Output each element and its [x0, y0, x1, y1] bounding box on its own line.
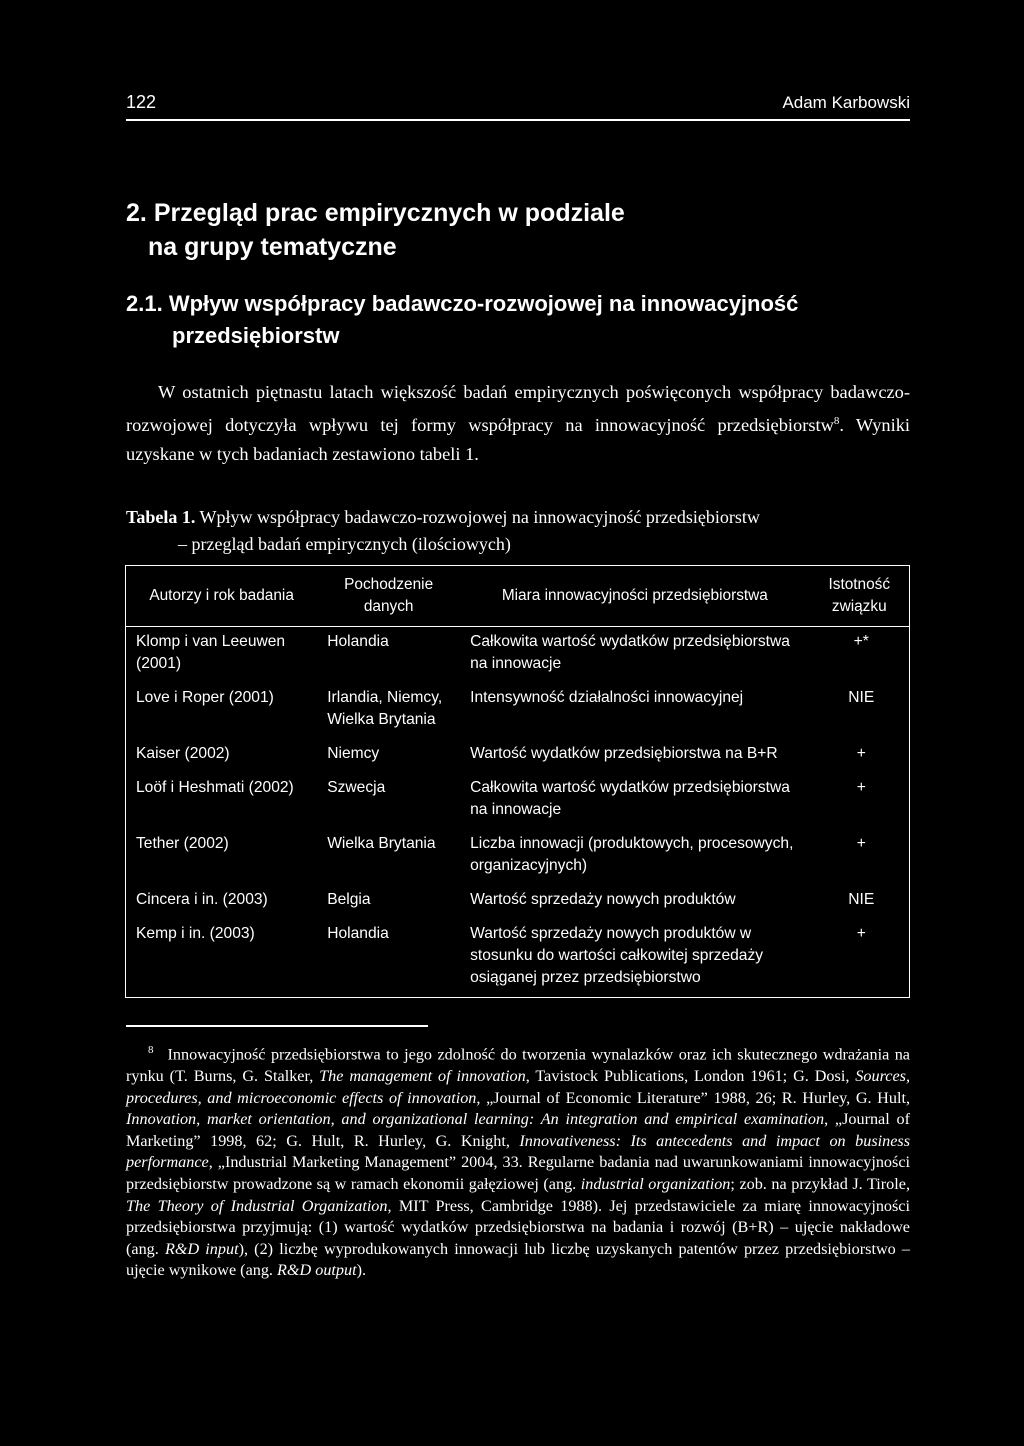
header-significance: Istotność związku [810, 566, 910, 627]
subsection-title-line1: Wpływ współpracy badawczo-rozwojowej na innowacyjność [168, 291, 799, 316]
subsection-number: 2.1. [126, 291, 163, 316]
cell-significance: NIE [848, 891, 875, 908]
cell-authors: Loöf i Heshmati (2002) [136, 779, 294, 796]
footnote-reference[interactable]: 8 [833, 415, 840, 427]
cell-significance: NIE [848, 689, 875, 706]
cell-measure: Całkowita wartość wydatków przedsiębiorstwa na innowacje [470, 779, 790, 818]
table-row [126, 627, 910, 684]
footnote-text: , „Journal of Economic Literature” 1988, 26; R. Hurley, G. Hult, [476, 1088, 911, 1107]
footnote-text: ; zob. na przykład J. Tirole, [730, 1174, 910, 1193]
header-innovation-measure: Miara innowacyjności przedsiębiorstwa [460, 566, 809, 627]
cell-measure: Wartość sprzedaży nowych produktów w stosunku do wartości całkowitej sprzedaży osiąganej przez przedsiębiorstwo [470, 925, 764, 986]
section-title-line2: na grupy tematyczne [148, 233, 397, 261]
footnote-title: The management of innovation [319, 1066, 526, 1085]
footnote-text: ), (2) liczbę wyprodukowanych innowacji lub liczbę uzyskanych patentów przez przedsiębiorstwo – ujęcie wynikowe (ang. [126, 1239, 910, 1280]
cell-authors: Love i Roper (2001) [136, 689, 274, 706]
table-row [126, 739, 910, 773]
footnote-text: Innowacyjność przedsiębiorstwa to jego zdolność do tworzenia wynalazków oraz ich skutecznego wdrażania na rynku (T. Burns, G. Stalker, [126, 1045, 910, 1085]
cell-authors: Klomp i van Leeuwen (2001) [136, 633, 286, 672]
cell-significance: + [856, 925, 866, 942]
table-row [126, 773, 910, 829]
cell-measure: Wartość sprzedaży nowych produktów [470, 891, 736, 908]
running-header [126, 92, 910, 121]
paragraph-text: W ostatnich piętnastu latach większość badań empirycznych poświęconych współpracy badawczo-rozwojowej dotyczyła wpływu tej formy współpracy na innowacyjność przedsiębiorstw [126, 382, 910, 436]
data-table [125, 565, 910, 998]
cell-measure: Liczba innowacji (produktowych, procesowych, organizacyjnych) [470, 835, 794, 874]
cell-authors: Tether (2002) [136, 835, 229, 852]
cell-measure: Całkowita wartość wydatków przedsiębiorstwa na innowacje [470, 633, 790, 672]
footnote-text: ). [356, 1261, 367, 1280]
table-row [126, 885, 910, 919]
cell-authors: Cincera i in. (2003) [136, 891, 268, 908]
subsection-heading [126, 288, 906, 352]
cell-significance: + [856, 779, 866, 796]
paragraph-text-end: . Wyniki uzyskane w tych badaniach zestawiono tabeli 1. [126, 415, 910, 465]
body-paragraph [126, 378, 910, 469]
footnote-term: R&D output [277, 1261, 357, 1280]
footnote-title: Innovativeness: Its antecedents and impact on business performance [126, 1131, 910, 1172]
page-number: 122 [126, 92, 157, 112]
table-row [126, 829, 910, 885]
section-heading [126, 196, 906, 264]
table-caption-line1: Wpływ współpracy badawczo-rozwojowej na innowacyjność przedsiębiorstw [199, 507, 760, 527]
footnote-text: , Tavistock Publications, London 1961; G. Dosi, [525, 1066, 856, 1085]
table-caption [126, 504, 910, 558]
author-name: Adam Karbowski [782, 93, 910, 112]
table-row [126, 919, 910, 998]
cell-origin: Belgia [327, 891, 371, 908]
section-title-line1: Przegląd prac empirycznych w podziale [153, 199, 625, 227]
section-number: 2. [126, 199, 147, 227]
cell-origin: Szwecja [327, 779, 386, 796]
footnote-divider [126, 1025, 428, 1027]
cell-measure: Wartość wydatków przedsiębiorstwa na B+R [470, 745, 778, 762]
footnote-text: , „Industrial Marketing Management” 2004, 33. Regularne badania nad uwarunkowaniami innowacyjności przedsiębiorstw prowadzone są w ramach ekonomii gałęziowej (ang. [126, 1153, 910, 1193]
cell-origin: Holandia [327, 925, 389, 942]
table-caption-line2: – przegląd badań empirycznych (ilościowych) [178, 534, 511, 554]
footnote-title: Sources, procedures, and microeconomic effects of innovation [126, 1066, 910, 1107]
header-data-origin: Pochodzenie danych [317, 566, 460, 627]
cell-origin: Wielka Brytania [327, 835, 436, 852]
cell-significance: + [856, 745, 866, 762]
subsection-title-line2: przedsiębiorstw [172, 323, 340, 348]
cell-origin: Irlandia, Niemcy, Wielka Brytania [327, 689, 443, 728]
footnote-mark: 8 [148, 1044, 154, 1056]
table-label: Tabela 1. [126, 507, 196, 527]
cell-measure: Intensywność działalności innowacyjnej [470, 689, 744, 706]
cell-origin: Holandia [327, 633, 389, 650]
table-header-row [126, 566, 910, 627]
header-authors: Autorzy i rok badania [126, 566, 318, 627]
cell-authors: Kaiser (2002) [136, 745, 230, 762]
footnote-title: Innovation, market orientation, and organizational learning: An integration and empirical examination [126, 1110, 825, 1129]
footnote-text: , MIT Press, Cambridge 1988). Jej przedstawiciele za miarę innowacyjności przedsiębiorstwa przyjmują: (1) wartość wydatków przedsiębiorstwa na badania i rozwój (B+R) – ujęcie nakładowe (ang. [126, 1196, 910, 1258]
footnote-term: industrial organization [580, 1174, 731, 1193]
footnote [126, 1040, 910, 1282]
footnote-title: The Theory of Industrial Organization [126, 1196, 388, 1215]
footnote-term: R&D input [164, 1239, 239, 1258]
table-row [126, 683, 910, 739]
cell-significance: + [856, 835, 866, 852]
cell-significance: +* [853, 633, 869, 650]
cell-origin: Niemcy [327, 745, 380, 762]
footnote-text: , „Journal of Marketing” 1998, 62; G. Hult, R. Hurley, G. Knight, [126, 1110, 910, 1150]
cell-authors: Kemp i in. (2003) [136, 925, 255, 942]
